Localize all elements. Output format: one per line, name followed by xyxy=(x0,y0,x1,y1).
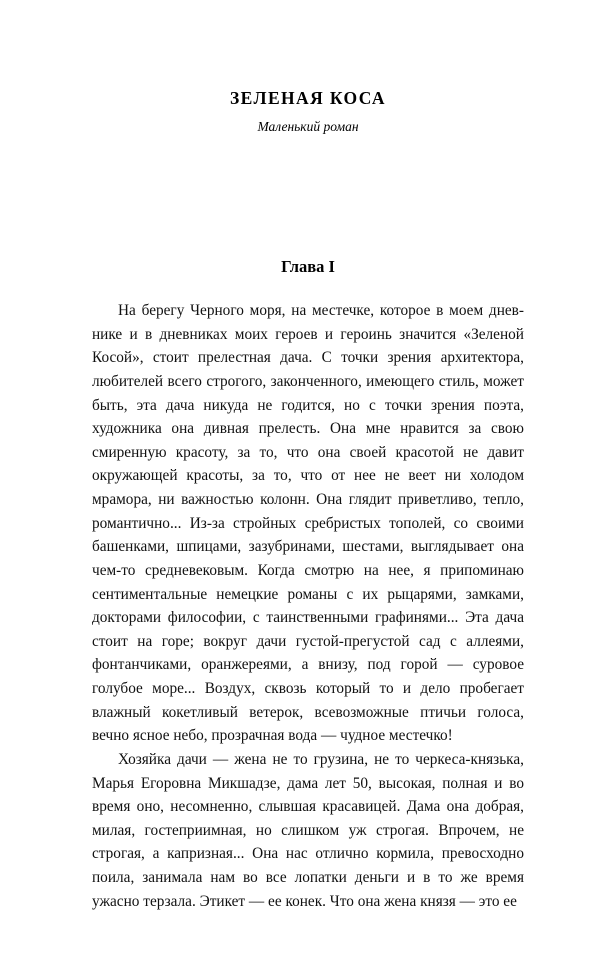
body-text xyxy=(92,277,524,913)
paragraph: На берегу Черного моря, на местечке, которое в моем дневнике и в дневниках моих героев и героинь значится «Зеленой Косой», стоит прелестная дача. С точки зрения архитектора, любителей всего строгого, законченного, имеющего стиль, может быть, эта дача никуда не годится, но с точки зрения поэта, художника она дивная прелесть. Она мне нравится за свою смиренную красоту, за то, что она своей красотой не давит окружающей красоты, за то, что от нее не веет ни холодом мрамора, ни важностью колонн. Она глядит приветливо, тепло, романтично... Из-за стройных сребристых тополей, со своими башенками, шпицами, зазубринами, шестами, выглядывает она чем-то средневековым. Когда смотрю на нее, я припоминаю сентиментальные немецкие романы с их рыцарями, замками, докторами философии, с таинственными графинями... Эта дача стоит на горе; вокруг дачи густой-прегустой сад с аллеями, фонтанчиками, оранжереями, а внизу, под горой — суровое голубое море... Воздух, сквозь который то и дело пробегает влажный кокетливый ветерок, всевозможные птичьи голоса, вечно ясное небо, прозрачная вода — чудное местечко! xyxy=(92,302,524,745)
paragraph: Хозяйка дачи — жена не то грузина, не то черкеса-князька, Марья Егоровна Микшадзе, дама лет 50, высокая, полная и во время оно, несомненно, слывшая красавицей. Дама она добрая, милая, гостеприимная, но слишком уж строгая. Впрочем, не строгая, а капризная... Она нас отлично кормила, превосходно поила, занимала нам во все лопатки деньги и в то же время ужасно терзала. Этикет — ее конек. Что она жена князя — это ее xyxy=(92,750,524,910)
book-title: ЗЕЛЕНАЯ КОСА xyxy=(230,88,386,108)
page-content xyxy=(92,88,524,913)
book-subtitle: Маленький роман xyxy=(257,119,359,134)
chapter-heading: Глава I xyxy=(281,257,335,276)
